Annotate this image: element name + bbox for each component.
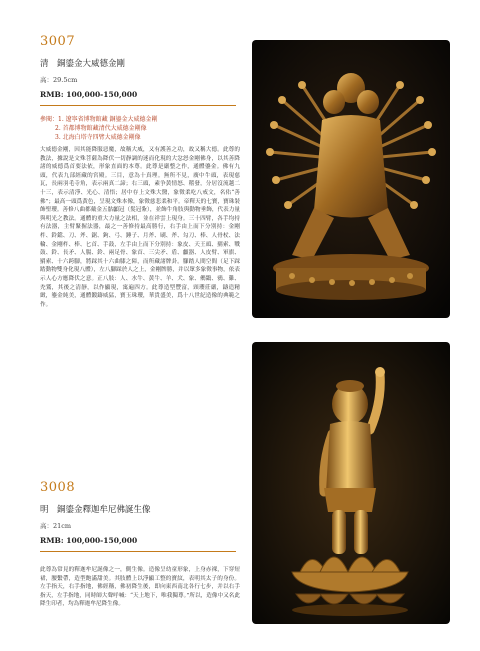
- lot-number: 3007: [40, 34, 76, 49]
- references-label: 參閱：: [40, 116, 59, 123]
- divider: [40, 105, 236, 106]
- yamantaka-statue-image: [252, 40, 450, 318]
- buddha-birth-photo: [252, 342, 450, 624]
- reference-item: 3. 北海白塔寺四臂大威德金剛像: [55, 134, 141, 141]
- lot-description: 此尊為常見的釋迦牟尼誕像之一，側生像。造像呈幼童形象，上身赤裸，下穿短裙，腰繫帶，造型飽滿甜美。其肢體上以淨顯工整的寶紋，表明其太子的身份。左手指天，右手指地，佛經稱，佛初降生後，即向東西南北各行七步，并以右手指天，左手指地，同時師大聲呼喊：“天上地下，唯我獨尊。”所以，造像中又名此降生印者，均為釋迦牟尼降生像。: [40, 567, 240, 608]
- lot-height: 高：21cm: [40, 522, 72, 530]
- lot-3007-text: [40, 34, 240, 380]
- lot-title: 清 銅鎏金大威德金剛: [40, 59, 126, 69]
- lot-number: 3008: [40, 480, 76, 495]
- reference-item: 2. 首都博物館藏清代大威德金剛像: [55, 125, 147, 132]
- lot-height: 高：29.5cm: [40, 76, 78, 84]
- references: [40, 115, 240, 142]
- reference-item: 1. 遼寧省博物館藏 銅鎏金大威德金剛: [58, 116, 158, 123]
- yamantaka-photo: [252, 40, 450, 318]
- lot-title: 明 銅鎏金釋迦牟尼佛誕生像: [40, 505, 151, 515]
- divider: [40, 551, 236, 552]
- buddha-statue-image: [252, 342, 450, 624]
- lot-estimate: RMB: 100,000-150,000: [40, 536, 138, 545]
- lot-estimate: RMB: 100,000-150,000: [40, 90, 138, 99]
- lot-description: 大威德金剛，因其能降服惡魔，故稱大威，又有護善之功，故又稱大德。此尊的教法，據說是文殊菩薩為降伏一切靜調的迷而化現的大忿怒金剛佛身，以其善降諸的威德爲首要法依，形象直面的本尊。此尊是嚴整之作，通體鎏金。佛有九頭，代表九部經藏的宮殿。三目，意為十真理。無所不見，廣中牛頭，表現慈瓦，長兩羽毛寺角，表示兩真二諦；右三頭，素争黃情怒、稽發，分居沒流越二十三，表示清淨、光心、清悟；居中存上文殊大醫，象徵柔吃八戒文，名佑“善佛”；最高一頭爲黃色，呈現文殊本像，象徵慈悲柔和平。帝釋天的七寶，寶珠裝飾聖瓔。善修八曲都戴金五骷顱冠（髮冠紮），並飾牛角肢與動物垂飾，代表力量與明光之教法。通體的重大力量之法相，並在祥雲上現身。三十四臂，各手均持有法器，主臂緊握法器，最之一善修持最高勝行，右手由上而下分別持：金剛杵、鈴鐺、刀、斧、鋸、鉤、弓、錘子、月斧、刷、斧、勾刀、棒、人骨杖、法輪、金剛杵、棒、匕首、手鼓，左手由上而下分別持：象皮、天王頭、羂索、戰鼓、鈴、長矛、人腸、鈴、兩足骨、象首、三尖矛、盾、顱器、人皮臂、軍旗、羂索、十六跨腳，將踩其十六曲膝之障，而所藏諸牌卦。腳踏人間空間（足下踩踏動物雙身化現八體），左八腳踩於人之上，金剛牌勝，并以眾多象徵事物，依表示人心方應降伏之意。正八肢：人、水牛、黃牛、羊、犬、象、鵂鶹、鴉、雞、禿鷲，其後之清靜，以作顯現，寓遍四方。此尊造型豐富，頸瓔莊嚴，鑄造精緻，鎏金純美，通體鍛鑄威猛，寶玉珠瓔，華貴盛美，爲十八世紀造像的典範之作。: [40, 147, 240, 308]
- lot-3008-text: [40, 480, 240, 651]
